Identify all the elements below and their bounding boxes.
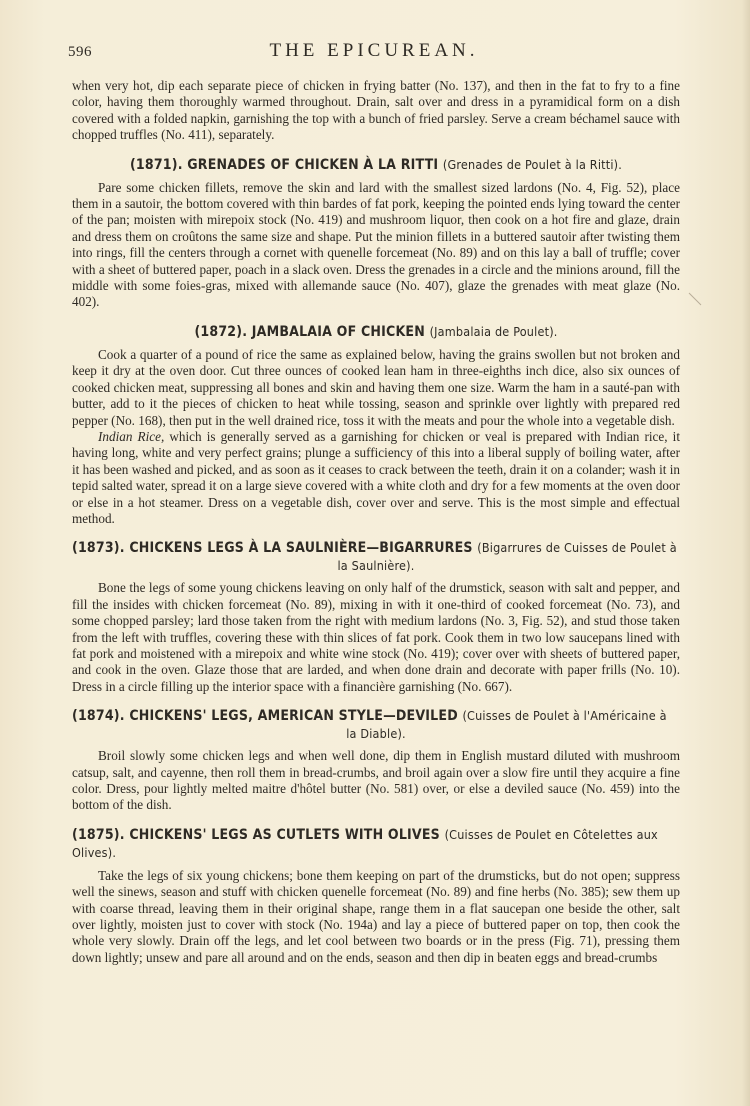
page-number: 596 [68,44,92,60]
recipe-paragraph: Cook a quarter of a pound of rice the same as explained below, having the grains swollen but not broken and keep it dry at the oven door. Cut three ounces of cooked lean ham in three-eighths inch dice, also six ounces of cooked chicken meat, suppressing all bones and skin and having them one size. Warm the ham in a sauté-pan with butter, add to it the pieces of chicken to heat while tossing, season and sprinkle over lightly with prepared red pepper (No. 168), then put in the well drained rice, toss it with the meats and pour the whole into a vegetable dish. [72,346,680,428]
recipe-title: (1875). CHICKENS' LEGS AS CUTLETS WITH OLIVES [72,826,440,843]
recipe-heading-1873 [72,539,680,574]
recipe-heading-1871 [72,156,680,174]
recipe-alt-title: (Jambalaia de Poulet). [429,323,558,339]
recipe-subparagraph [72,429,680,527]
recipe-title: (1872). JAMBALAIA OF CHICKEN [194,323,425,340]
page-header [68,40,680,64]
indian-rice-text: which is generally served as a garnishing for chicken or veal is prepared with Indian rice, it having long, white and very perfect grains; plunge a sufficiency of this into a liberal supply of boiling water, after it has been washed and picked, and as soon as it ceases to crack between the teeth, drain it on a colander; wash it in tepid salted water, spread it on a large sieve covered with a white cloth and dry for a few moments at the oven door or else in a hot steamer. Dress on a vegetable dish, cover over and serve. This is the most simple and effectual method. [72,428,681,526]
recipe-paragraph: Broil slowly some chicken legs and when well done, dip them in English mustard diluted with mushroom catsup, salt, and cayenne, then roll them in bread-crumbs, and broil again over a slow fire until they acquire a fine color. Dress, pour lightly melted maitre d'hôtel butter (No. 581) over, or else a deviled sauce (No. 459) into the bottom of the dish. [72,748,680,813]
recipe-alt-title: (Grenades de Poulet à la Ritti). [442,156,623,172]
page-body [72,78,680,966]
recipe-title: (1873). CHICKENS LEGS À LA SAULNIÈRE—BIGARRURES [72,540,473,557]
recipe-alt-title: (Cuisses de Poulet en Côtelettes aux Olives). [72,826,658,860]
running-title: THE EPICUREAN. [269,40,479,61]
indian-rice-term: Indian Rice, [98,428,165,444]
recipe-alt-title: (Cuisses de Poulet à l'Américaine à [462,708,667,724]
margin-pencil-mark [688,292,702,306]
recipe-heading-1874 [72,707,680,742]
page-edge-shadow [742,0,750,1106]
recipe-heading-1875 [72,826,680,862]
intro-paragraph: when very hot, dip each separate piece of chicken in frying batter (No. 137), and then in the fat to fry to a fine color, having them thoroughly warmed throughout. Drain, salt over and dress in a pyramidical form on a dish covered with a folded napkin, garnishing the top with a bunch of fried parsley. Serve a cream béchamel sauce with chopped truffles (No. 411), separately. [72,78,680,143]
recipe-alt-title-cont: la Diable). [346,726,406,742]
recipe-paragraph: Take the legs of six young chickens; bone them keeping on part of the drumsticks, but do not open; suppress well the sinews, season and stuff with chicken quenelle forcemeat (No. 89) and fine herbs (No. 385); sew them up with coarse thread, leaving them in their original shape, range them in a flat saucepan one beside the other, salt over lightly, moisten just to cover with stock (No. 194a) and lay a piece of buttered paper on top, then cook the whole very slowly. Drain off the legs, and let cool between two boards or in the press (Fig. 71), pressing them down lightly; unsew and pare all around and on the ends, season and then dip in beaten eggs and bread-crumbs [72,867,680,965]
recipe-alt-title: (Bigarrures de Cuisses de Poulet à [477,540,677,556]
recipe-alt-title-cont: la Saulnière). [337,558,415,574]
recipe-paragraph: Pare some chicken fillets, remove the skin and lard with the smallest sized lardons (No. 4, Fig. 52), place them in a sautoir, the bottom covered with thin bardes of fat pork, keeping the pointed ends lying toward the center of the pan; moisten with mirepoix stock (No. 419) and mushroom liquor, then cook on a hot fire and glaze, drain and dress them on croûtons the same size and shape. Put the minion fillets in a buttered sautoir after twisting them into rings, fill the centers through a cornet with quenelle forcemeat (No. 89) and on this lay a ball of truffle; cover with a sheet of buttered paper, poach in a slack oven. Dress the grenades in a circle and the minions around, fill the middle with some foies-gras, mixed with allemande sauce (No. 407), glaze the grenades with meat glaze (No. 402). [72,179,680,310]
recipe-heading-1872 [72,323,680,341]
recipe-title: (1871). GRENADES OF CHICKEN À LA RITTI [129,156,439,173]
recipe-paragraph: Bone the legs of some young chickens leaving on only half of the drumstick, season with salt and pepper, and fill the insides with chicken forcemeat (No. 89), mixing in with it one-third of cooked forcemeat (No. 73), and some chopped parsley; lard those taken from the right with medium lardons (No. 3, Fig. 52), and stud those taken from the left with truffles, covering these with thin slices of fat pork. Cook them in two low saucepans lined with fat pork and moistened with a mirepoix and white wine stock (No. 419); cover over with sheets of buttered paper, and cook in the oven. Glaze those that are larded, and when done drain and decorate with paper frills (No. 10). Dress in a circle filling up the interior space with a financière garnishing (No. 667). [72,580,680,694]
recipe-title: (1874). CHICKENS' LEGS, AMERICAN STYLE—DEVILED [72,708,458,725]
